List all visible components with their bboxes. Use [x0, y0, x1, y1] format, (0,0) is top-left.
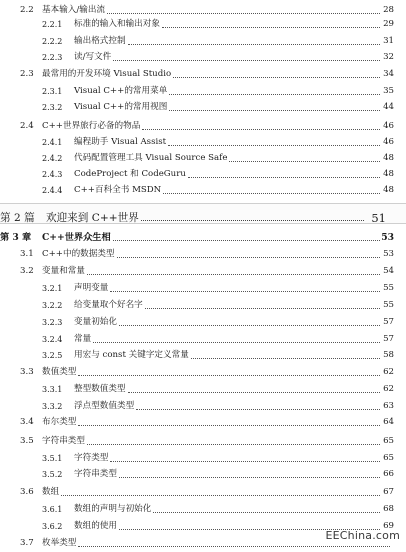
dot-leader [61, 495, 380, 496]
toc-entry-title: C++世界旅行必备的物品 [42, 121, 141, 131]
toc-entry [0, 206, 406, 224]
dot-leader [142, 129, 380, 130]
dot-leader [119, 477, 380, 478]
toc-entry-number: 3.2.5 [42, 351, 63, 360]
toc-entry-title: CodeProject 和 CodeGuru [74, 169, 186, 179]
dot-leader [136, 409, 380, 410]
toc-entry [0, 398, 406, 412]
toc-entry [0, 16, 406, 30]
toc-entry [0, 331, 406, 345]
toc-entry [0, 118, 406, 132]
toc-entry-number: 2.2 [20, 5, 34, 15]
toc-entry [0, 314, 406, 328]
toc-entry-page: 57 [383, 334, 394, 344]
toc-entry-page: 67 [383, 487, 394, 497]
toc-entry [0, 450, 406, 464]
dot-leader [162, 27, 380, 28]
dot-leader [188, 177, 380, 178]
dot-leader [110, 461, 380, 462]
toc-entry-title: 读/写文件 [74, 52, 112, 62]
toc-entry-number: 2.3.2 [42, 103, 63, 112]
toc-entry [0, 2, 406, 16]
toc-entry [0, 99, 406, 113]
toc-entry-title: 欢迎来到 C++世界 [46, 212, 139, 224]
toc-entry-page: 29 [383, 19, 394, 29]
toc-entry-page: 65 [383, 436, 394, 446]
toc-entry-page: 64 [383, 417, 394, 427]
toc-entry [0, 246, 406, 260]
dot-leader [78, 546, 390, 547]
dot-leader [169, 110, 380, 111]
dot-leader [153, 512, 380, 513]
toc-entry-number: 3.6.1 [42, 505, 63, 514]
toc-entry-page: 55 [383, 300, 394, 310]
dot-leader [173, 77, 380, 78]
toc-entry-page: 48 [383, 153, 394, 163]
dot-leader [191, 358, 380, 359]
toc-entry-number: 第 3 章 [0, 232, 32, 243]
toc-entry-title: 浮点型数值类型 [74, 401, 135, 411]
toc-entry [0, 280, 406, 294]
toc-entry-title: 变量初始化 [74, 317, 117, 327]
dot-leader [117, 257, 380, 258]
toc-entry [0, 501, 406, 515]
dot-leader [93, 342, 380, 343]
toc-entry-page: 65 [383, 453, 394, 463]
toc-entry [0, 182, 406, 196]
toc-entry [0, 297, 406, 311]
toc-entry-number: 3.2.2 [42, 301, 63, 310]
toc-entry-title: 数值类型 [42, 367, 77, 377]
toc-entry-title: 数组 [42, 487, 60, 497]
toc-entry-title: 变量和常量 [42, 266, 85, 276]
toc-entry-title: 标准的输入和输出对象 [74, 19, 160, 29]
dot-leader [128, 44, 380, 45]
toc-entry-title: 布尔类型 [42, 417, 77, 427]
toc-entry-page: 58 [383, 350, 394, 360]
dot-leader [168, 145, 380, 146]
toc-entry-number: 第 2 篇 [0, 212, 35, 224]
dot-leader [78, 425, 380, 426]
toc-entry-number: 3.3.1 [42, 385, 63, 394]
dot-leader [169, 94, 380, 95]
toc-entry [0, 364, 406, 378]
toc-entry-page: 48 [383, 169, 394, 179]
toc-entry-title: 输出格式控制 [74, 36, 126, 46]
toc-entry-number: 2.4.1 [42, 138, 63, 147]
toc-entry-page: 57 [383, 317, 394, 327]
toc-entry-page: 48 [383, 185, 394, 195]
dot-leader [145, 308, 380, 309]
toc-entry-title: 字符类型 [74, 453, 109, 463]
toc-entry-number: 3.4 [20, 417, 34, 427]
toc-entry-number: 3.5 [20, 436, 34, 446]
toc-entry-title: Visual C++的常用菜单 [74, 86, 168, 96]
toc-entry [0, 381, 406, 395]
watermark: EEChina.com [325, 529, 400, 542]
toc-entry-title: 数组的声明与初始化 [74, 504, 152, 514]
dot-leader [87, 274, 380, 275]
toc-entry-number: 3.3.2 [42, 402, 63, 411]
toc-entry-number: 2.4.2 [42, 154, 63, 163]
dot-leader [128, 392, 380, 393]
dot-leader [119, 325, 380, 326]
toc-entry-number: 3.5.1 [42, 454, 63, 463]
toc-entry-number: 3.7 [20, 538, 34, 548]
toc-entry-number: 3.6.2 [42, 522, 63, 531]
toc-entry-number: 3.3 [20, 367, 34, 377]
toc-entry-page: 28 [383, 5, 394, 15]
toc-entry [0, 166, 406, 180]
toc-entry [0, 414, 406, 428]
toc-entry [0, 49, 406, 63]
dot-leader [110, 291, 380, 292]
toc-entry [0, 66, 406, 80]
toc-entry-title: 基本输入/输出流 [42, 5, 106, 15]
toc-entry-page: 32 [383, 52, 394, 62]
toc-entry-title: C++中的数据类型 [42, 249, 115, 259]
toc-entry-page: 53 [383, 249, 394, 259]
toc-entry-title: 枚举类型 [42, 538, 77, 548]
toc-entry-page: 69 [383, 521, 394, 531]
toc-entry-title: C++世界众生相 [42, 232, 111, 243]
toc-entry [0, 134, 406, 148]
toc-entry-page: 68 [383, 504, 394, 514]
toc-entry-page: 63 [383, 401, 394, 411]
dot-leader [107, 13, 380, 14]
dot-leader [113, 60, 380, 61]
toc-entry-number: 3.2.4 [42, 335, 63, 344]
toc-entry-title: 数组的使用 [74, 521, 117, 531]
toc-entry-page: 51 [371, 211, 386, 225]
toc-entry-title: 整型数值类型 [74, 384, 126, 394]
toc-entry-title: 字符串类型 [74, 469, 117, 479]
toc-entry-number: 3.1 [20, 249, 34, 259]
toc-entry-number: 3.5.2 [42, 470, 63, 479]
toc-entry-number: 3.2.1 [42, 284, 63, 293]
toc-entry-title: C++百科全书 MSDN [74, 185, 162, 195]
toc-entry [0, 33, 406, 47]
toc-entry-title: 编程助手 Visual Assist [74, 137, 167, 147]
dot-leader [113, 240, 380, 241]
toc-entry-title: 常量 [74, 334, 92, 344]
toc-entry-number: 2.4.3 [42, 170, 63, 179]
dot-leader [163, 193, 380, 194]
toc-entry [0, 83, 406, 97]
toc-entry [0, 150, 406, 164]
toc-entry-number: 2.2.2 [42, 37, 63, 46]
toc-entry [0, 263, 406, 277]
toc-entry [0, 347, 406, 361]
dot-leader [78, 375, 380, 376]
toc-entry-number: 2.2.1 [42, 20, 63, 29]
toc-entry-page: 46 [383, 137, 394, 147]
toc-entry-page: 44 [383, 102, 394, 112]
toc-entry-page: 35 [383, 86, 394, 96]
toc-entry-title: Visual C++的常用视图 [74, 102, 168, 112]
toc-entry-page: 66 [383, 469, 394, 479]
toc-entry-title: 给变量取个好名字 [74, 300, 143, 310]
dot-leader [87, 444, 380, 445]
toc-entry-number: 2.3 [20, 69, 34, 79]
toc-entry-page: 62 [383, 384, 394, 394]
toc-entry-page: 54 [383, 266, 394, 276]
toc-entry [0, 433, 406, 447]
toc-entry [0, 484, 406, 498]
toc-entry-title: 声明变量 [74, 283, 109, 293]
dot-leader [141, 220, 364, 221]
toc-entry-title: 用宏与 const 关键字定义常量 [74, 350, 189, 360]
toc-entry [0, 229, 406, 243]
toc-entry-number: 2.2.3 [42, 53, 63, 62]
toc-entry-page: 53 [381, 232, 394, 243]
toc-entry-page: 62 [383, 367, 394, 377]
toc-entry-page: 55 [383, 283, 394, 293]
toc-entry-number: 2.3.1 [42, 87, 63, 96]
toc-entry-number: 3.6 [20, 487, 34, 497]
toc-entry-number: 2.4.4 [42, 186, 63, 195]
toc-entry-page: 46 [383, 121, 394, 131]
toc-entry [0, 466, 406, 480]
toc-entry-number: 3.2 [20, 266, 34, 276]
toc-entry-number: 3.2.3 [42, 318, 63, 327]
toc-entry-page: 34 [383, 69, 394, 79]
dot-leader [229, 161, 380, 162]
toc-entry-title: 字符串类型 [42, 436, 85, 446]
toc-entry-number: 2.4 [20, 121, 34, 131]
toc-entry-title: 最常用的开发环境 Visual Studio [42, 69, 172, 79]
toc-entry-title: 代码配置管理工具 Visual Source Safe [74, 153, 228, 163]
toc-entry-page: 31 [383, 36, 394, 46]
